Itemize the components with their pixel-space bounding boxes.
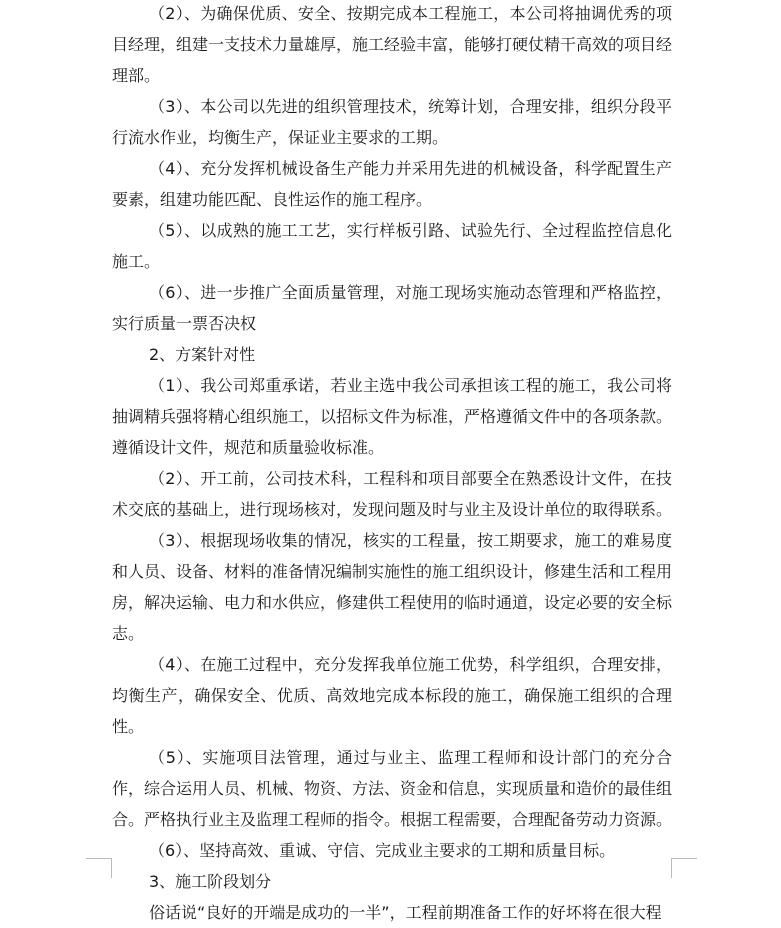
crop-mark-bottom-right-vertical [671, 858, 672, 878]
paragraph-2-2-6: （6）、坚持高效、重诚、守信、完成业主要求的工期和质量目标。 [149, 841, 616, 860]
paragraph-2-1-5: （5）、以成熟的施工工艺，实行样板引路、试验先行、全过程监控信息化施工。 [112, 221, 672, 271]
document-body [112, 0, 672, 928]
crop-mark-bottom-left-vertical [111, 858, 112, 878]
paragraph-2-2-3: （3）、根据现场收集的情况，核实的工程量，按工期要求，施工的难易度和人员、设备、材料的准备情况编制实施性的施工组织设计，修建生活和工程用房，解决运输、电力和水供应，修建供工程使用的临时通道，设定必要的安全标志。 [112, 531, 673, 643]
paragraph-2-2-2: （2）、开工前，公司技术科，工程科和项目部要全在熟悉设计文件，在技术交底的基础上，进行现场核对，发现问题及时与业主及设计单位的取得联系。 [112, 469, 673, 519]
paragraph-2-2-5: （5）、实施项目法管理，通过与业主、监理工程师和设计部门的充分合作，综合运用人员、机械、物资、方法、资金和信息，实现质量和造价的最佳组合。严格执行业主及监理工程师的指令。根据工程需要，合理配备劳动力资源。 [112, 748, 673, 829]
section-heading-2: 2、方案针对性 [149, 345, 256, 364]
paragraph-2-1-2: （2）、为确保优质、安全、按期完成本工程施工，本公司将抽调优秀的项目经理，组建一支技术力量雄厚，施工经验丰富，能够打硬仗精干高效的项目经理部。 [112, 4, 673, 85]
paragraph-3-intro: 俗话说“良好的开端是成功的一半”，工程前期准备工作的好坏将在很大程 [149, 903, 662, 922]
crop-mark-bottom-right [672, 858, 697, 859]
paragraph-2-2-4: （4）、在施工过程中，充分发挥我单位施工优势，科学组织，合理安排，均衡生产，确保安全、优质、高效地完成本标段的施工，确保施工组织的合理性。 [112, 655, 672, 736]
paragraph-2-2-1: （1）、我公司郑重承诺，若业主选中我公司承担该工程的施工，我公司将抽调精兵强将精心组织施工，以招标文件为标准，严格遵循文件中的各项条款。遵循设计文件，规范和质量验收标准。 [112, 376, 673, 457]
section-heading-3: 3、施工阶段划分 [149, 872, 272, 891]
crop-mark-bottom-left [86, 858, 111, 859]
paragraph-2-1-3: （3）、本公司以先进的组织管理技术，统筹计划，合理安排，组织分段平行流水作业，均衡生产，保证业主要求的工期。 [112, 97, 672, 147]
paragraph-2-1-6: （6）、进一步推广全面质量管理，对施工现场实施动态管理和严格监控，实行质量一票否决权 [112, 283, 672, 333]
paragraph-2-1-4: （4）、充分发挥机械设备生产能力并采用先进的机械设备，科学配置生产要素，组建功能匹配、良性运作的施工程序。 [112, 159, 672, 209]
